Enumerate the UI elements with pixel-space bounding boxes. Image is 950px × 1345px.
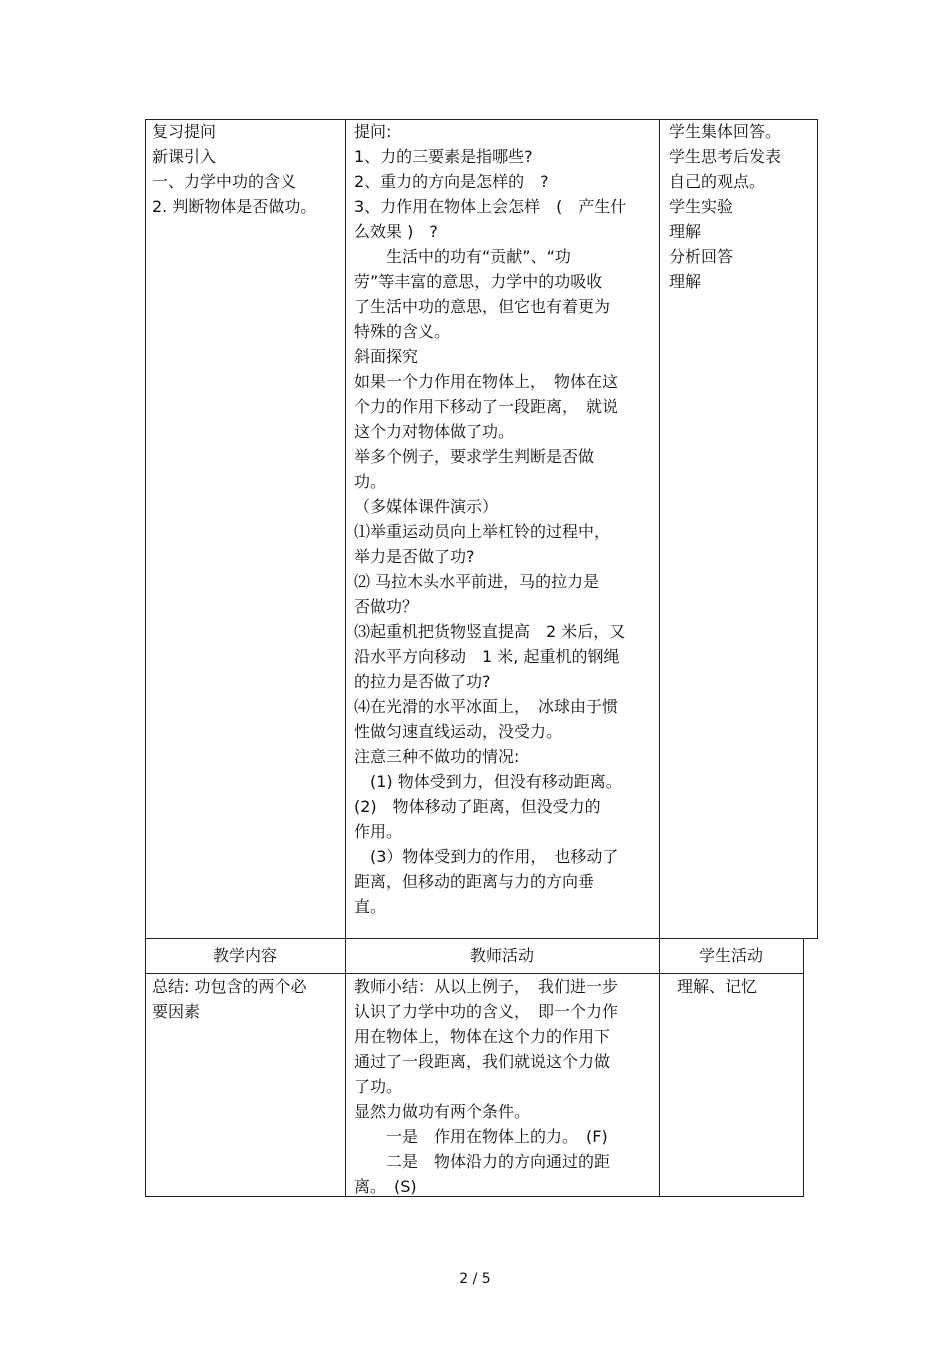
- teacher-line: 提问:: [354, 122, 392, 141]
- teacher-line: 1、力的三要素是指哪些?: [354, 147, 533, 166]
- teacher-line: （多媒体课件演示）: [354, 497, 499, 516]
- teacher-line: 否做功？: [354, 597, 419, 616]
- summary-line: 要因素: [152, 1002, 201, 1021]
- header-student-activity: 学生活动: [698, 946, 763, 965]
- table1-divider-1: [345, 119, 346, 938]
- table2-divider-1: [345, 938, 346, 1197]
- teacher-summary-line: 离。 (S): [354, 1177, 417, 1196]
- teacher-line: 2、重力的方向是怎样的 ?: [354, 172, 549, 191]
- table2-left-border: [145, 938, 146, 1197]
- header-teaching-content: 教学内容: [212, 946, 277, 965]
- teacher-line: 沿水平方向移动 1 米, 起重机的钢绳: [354, 647, 620, 666]
- teacher-line: 了生活中功的意思，但它也有着更为: [354, 297, 611, 316]
- teacher-line: 功。: [354, 472, 387, 491]
- teacher-summary-line: 通过了一段距离，我们就说这个力做: [354, 1052, 611, 1071]
- student-line: 学生思考后发表: [669, 147, 782, 166]
- teacher-line: 个力的作用下移动了一段距离， 就说: [354, 397, 619, 416]
- table1-content-line: 复习提问: [152, 122, 217, 141]
- teacher-line: 劳”等丰富的意思，力学中的功吸收: [354, 272, 603, 291]
- teacher-line: ⑴举重运动员向上举杠铃的过程中，: [354, 522, 611, 541]
- teacher-line: 举力是否做了功?: [354, 547, 475, 566]
- table1-left-border: [145, 119, 146, 938]
- teacher-summary-line: 教师小结：从以上例子， 我们进一步: [354, 977, 619, 996]
- student-summary-line: 理解、记忆: [677, 977, 758, 996]
- teacher-line: 性做匀速直线运动，没受力。: [354, 722, 563, 741]
- teacher-line: ⑷在光滑的水平冰面上， 冰球由于惯: [354, 697, 619, 716]
- teacher-summary-line: 显然力做功有两个条件。: [354, 1102, 531, 1121]
- table1-divider-2: [659, 119, 660, 938]
- teacher-line: (3）物体受到力的作用， 也移动了: [354, 847, 619, 866]
- page-number: 2 / 5: [459, 1271, 491, 1287]
- teacher-summary-line: 一是 作用在物体上的力。 (F): [354, 1127, 608, 1146]
- teacher-line: 特殊的含义。: [354, 322, 451, 341]
- student-line: 理解: [669, 272, 702, 291]
- table2-right-border: [803, 938, 804, 1197]
- teacher-line: 的拉力是否做了功?: [354, 672, 491, 691]
- teacher-summary-line: 认识了力学中功的含义， 即一个力作: [354, 1002, 619, 1021]
- table1-content-line: 2. 判断物体是否做功。: [152, 197, 317, 216]
- teacher-line: 直。: [354, 897, 387, 916]
- table2-bottom-border: [145, 1196, 804, 1197]
- teacher-summary-line: 了功。: [354, 1077, 403, 1096]
- student-line: 自己的观点。: [669, 172, 766, 191]
- teacher-line: 注意三种不做功的情况:: [354, 747, 520, 766]
- teacher-line: 举多个例子，要求学生判断是否做: [354, 447, 595, 466]
- table1-content-line: 新课引入: [152, 147, 217, 166]
- table1-right-border: [817, 119, 818, 938]
- teacher-line: ⑵ 马拉木头水平前进，马的拉力是: [354, 572, 600, 591]
- student-line: 学生实验: [669, 197, 734, 216]
- teacher-line: (1) 物体受到力，但没有移动距离。: [354, 772, 622, 791]
- teacher-summary-line: 用在物体上，物体在这个力的作用下: [354, 1027, 611, 1046]
- teacher-line: 这个力对物体做了功。: [354, 422, 515, 441]
- teacher-line: 如果一个力作用在物体上， 物体在这: [354, 372, 619, 391]
- teacher-line: (2) 物体移动了距离，但没受力的: [354, 797, 601, 816]
- teacher-line: 生活中的功有“贡献”、“功: [354, 247, 571, 266]
- teacher-line: 作用。: [354, 822, 403, 841]
- table1-content-line: 一、力学中功的含义: [152, 172, 297, 191]
- student-line: 理解: [669, 222, 702, 241]
- teacher-line: 距离，但移动的距离与力的方向垂: [354, 872, 595, 891]
- table2-divider-2: [659, 938, 660, 1197]
- student-line: 学生集体回答。: [669, 122, 782, 141]
- teacher-line: ⑶起重机把货物竖直提高 2 米后，又: [354, 622, 626, 641]
- teacher-summary-line: 二是 物体沿力的方向通过的距: [354, 1152, 611, 1171]
- header-teacher-activity: 教师活动: [469, 946, 534, 965]
- teacher-line: 么效果 ) ?: [354, 222, 438, 241]
- teacher-line: 斜面探究: [354, 347, 419, 366]
- teacher-line: 3、力作用在物体上会怎样 ( 产生什: [354, 197, 627, 216]
- student-line: 分析回答: [669, 247, 734, 266]
- summary-line: 总结: 功包含的两个必: [152, 977, 307, 996]
